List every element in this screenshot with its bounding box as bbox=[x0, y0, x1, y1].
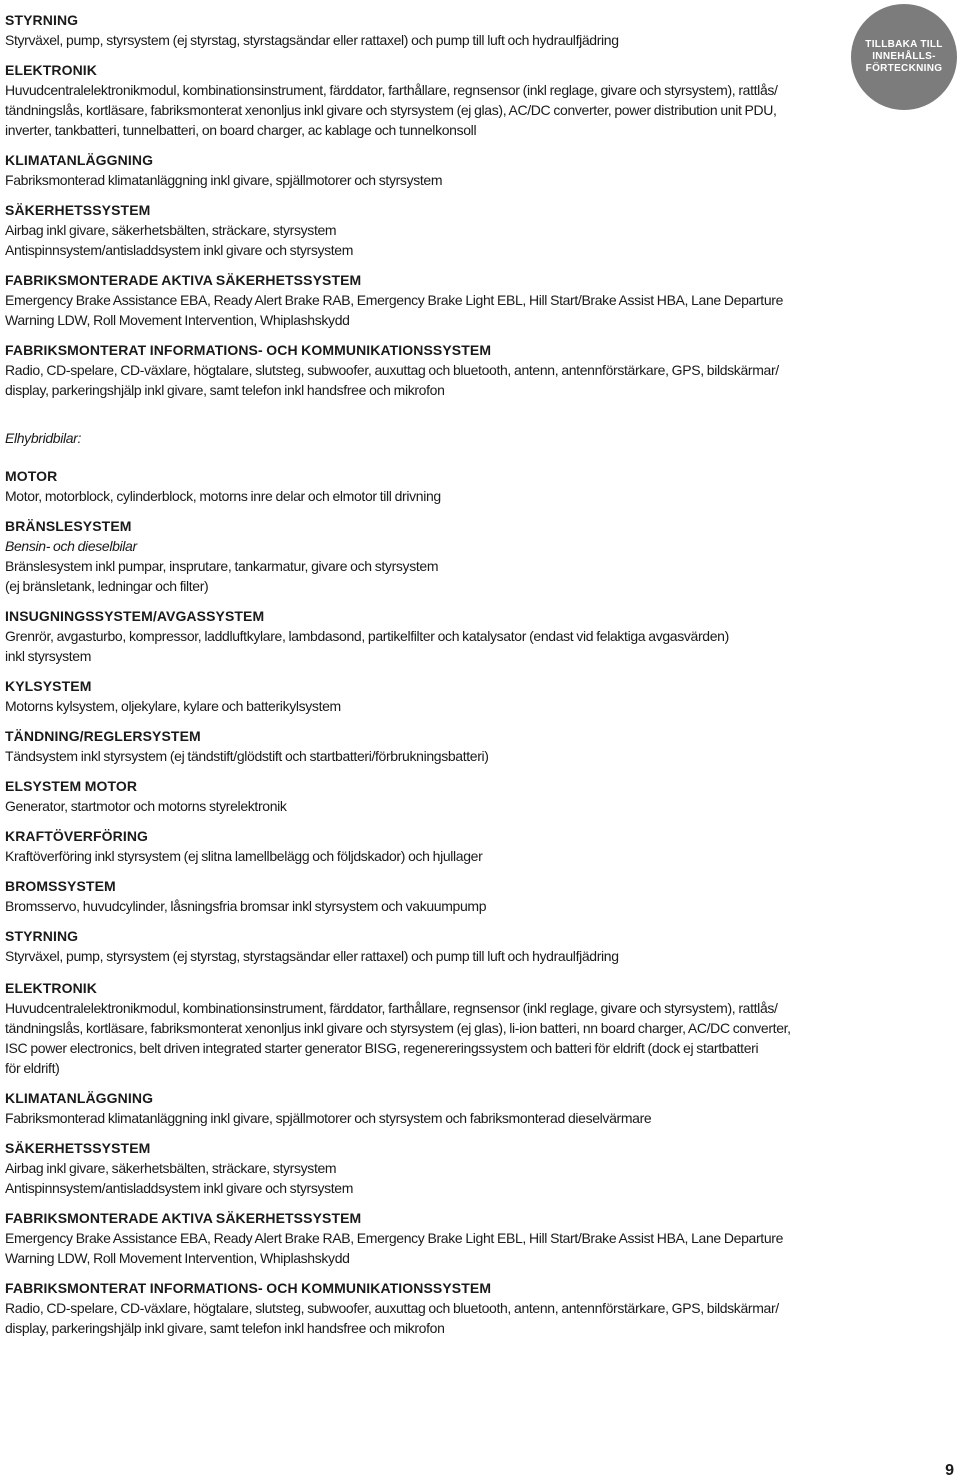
section-kraftoverforing bbox=[5, 826, 805, 866]
section-styrning bbox=[5, 10, 805, 50]
section-text: Airbag inkl givare, säkerhetsbälten, sträckare, styrsystem bbox=[5, 1160, 337, 1176]
back-to-contents-line1: TILLBAKA TILL bbox=[865, 39, 943, 50]
section-sakerhetssystem-2 bbox=[5, 1138, 805, 1198]
section-heading: FABRIKSMONTERADE AKTIVA SÄKERHETSSYSTEM bbox=[5, 272, 362, 288]
section-informationssystem bbox=[5, 340, 805, 400]
section-heading: FABRIKSMONTERADE AKTIVA SÄKERHETSSYSTEM bbox=[5, 1210, 362, 1226]
section-text: Radio, CD-spelare, CD-växlare, högtalare, slutsteg, subwoofer, auxuttag och bluetooth, antenn, antennförstärkare, GPS, bildskärmar/ bbox=[5, 1300, 779, 1316]
section-text: Emergency Brake Assistance EBA, Ready Alert Brake RAB, Emergency Brake Light EBL, Hill Start/Brake Assist HBA, Lane Departure bbox=[5, 292, 784, 308]
section-text: display, parkeringshjälp inkl givare, samt telefon inkl handsfree och mikrofon bbox=[5, 1320, 445, 1336]
page-number: 9 bbox=[945, 1462, 954, 1479]
section-heading: BROMSSYSTEM bbox=[5, 878, 116, 894]
section-text: display, parkeringshjälp inkl givare, samt telefon inkl handsfree och mikrofon bbox=[5, 382, 445, 398]
section-heading: INSUGNINGSSYSTEM/AVGASSYSTEM bbox=[5, 608, 265, 624]
section-text: inkl styrsystem bbox=[5, 648, 92, 664]
section-text: Bromsservo, huvudcylinder, låsningsfria bromsar inkl styrsystem och vakuumpump bbox=[5, 898, 487, 914]
section-text: Tändsystem inkl styrsystem (ej tändstift/glödstift och startbatteri/förbrukningsbatteri) bbox=[5, 748, 489, 764]
section-text: (ej bränsletank, ledningar och filter) bbox=[5, 578, 209, 594]
section-text: Emergency Brake Assistance EBA, Ready Alert Brake RAB, Emergency Brake Light EBL, Hill Start/Brake Assist HBA, Lane Departure bbox=[5, 1230, 784, 1246]
section-klimatanlaggning bbox=[5, 150, 805, 190]
section-heading: STYRNING bbox=[5, 928, 79, 944]
section-text: Fabriksmonterad klimatanläggning inkl givare, spjällmotorer och styrsystem bbox=[5, 172, 443, 188]
section-text: Radio, CD-spelare, CD-växlare, högtalare, slutsteg, subwoofer, auxuttag och bluetooth, antenn, antennförstärkare, GPS, bildskärmar/ bbox=[5, 362, 779, 378]
section-tandning bbox=[5, 726, 805, 766]
section-bromssystem bbox=[5, 876, 805, 916]
section-heading: FABRIKSMONTERAT INFORMATIONS- OCH KOMMUNIKATIONSSYSTEM bbox=[5, 1280, 492, 1296]
section-elsystem-motor bbox=[5, 776, 805, 816]
subtitle-elhybridbilar: Elhybridbilar: bbox=[5, 430, 82, 446]
section-klimatanlaggning-2 bbox=[5, 1088, 805, 1128]
section-text: Warning LDW, Roll Movement Intervention, Whiplashskydd bbox=[5, 1250, 350, 1266]
section-kylsystem bbox=[5, 676, 805, 716]
section-text: ISC power electronics, belt driven integrated starter generator BISG, regenereringssystem och batteri för eldrift (dock ej startbatteri bbox=[5, 1040, 759, 1056]
section-heading: KLIMATANLÄGGNING bbox=[5, 1090, 154, 1106]
section-text: Bränslesystem inkl pumpar, insprutare, tankarmatur, givare och styrsystem bbox=[5, 558, 439, 574]
section-text: för eldrift) bbox=[5, 1060, 60, 1076]
section-text: Styrväxel, pump, styrsystem (ej styrstag, styrstagsändar eller rattaxel) och pump till luft och hydraulfjädring bbox=[5, 948, 619, 964]
section-informationssystem-2 bbox=[5, 1278, 805, 1338]
section-text: Styrväxel, pump, styrsystem (ej styrstag, styrstagsändar eller rattaxel) och pump till luft och hydraulfjädring bbox=[5, 32, 619, 48]
section-subtext: Bensin- och dieselbilar bbox=[5, 538, 137, 554]
section-text: tändningslås, kortläsare, fabriksmonterat xenonljus inkl givare och styrsystem (ej glas), AC/DC converter, power distribution unit PDU, bbox=[5, 102, 777, 118]
section-heading: KRAFTÖVERFÖRING bbox=[5, 828, 149, 844]
section-elektronik bbox=[5, 60, 805, 140]
section-text: Huvudcentralelektronikmodul, kombinationsinstrument, färddator, farthållare, regnsensor (inkl reglage, givare och styrsystem), rattlås/ bbox=[5, 82, 778, 98]
section-text: Kraftöverföring inkl styrsystem (ej slitna lamellbelägg och följdskador) och hjullager bbox=[5, 848, 483, 864]
section-motor bbox=[5, 466, 805, 506]
section-text: Generator, startmotor och motorns styrelektronik bbox=[5, 798, 287, 814]
section-heading: BRÄNSLESYSTEM bbox=[5, 518, 132, 534]
document-body bbox=[5, 10, 805, 1338]
section-insugningssystem bbox=[5, 606, 805, 666]
back-to-contents-line2: INNEHÅLLS- bbox=[872, 51, 936, 62]
section-heading: MOTOR bbox=[5, 468, 58, 484]
section-heading: ELEKTRONIK bbox=[5, 62, 97, 78]
section-branslesystem bbox=[5, 516, 805, 596]
section-heading: KYLSYSTEM bbox=[5, 678, 92, 694]
section-heading: SÄKERHETSSYSTEM bbox=[5, 202, 151, 218]
section-styrning-2 bbox=[5, 926, 805, 966]
section-text: Airbag inkl givare, säkerhetsbälten, sträckare, styrsystem bbox=[5, 222, 337, 238]
section-heading: ELSYSTEM MOTOR bbox=[5, 778, 138, 794]
section-heading: TÄNDNING/REGLERSYSTEM bbox=[5, 728, 201, 744]
section-text: Antispinnsystem/antisladdsystem inkl givare och styrsystem bbox=[5, 242, 354, 258]
back-to-contents-line3: FÖRTECKNING bbox=[865, 63, 943, 74]
section-text: Motor, motorblock, cylinderblock, motorns inre delar och elmotor till drivning bbox=[5, 488, 441, 504]
section-heading: KLIMATANLÄGGNING bbox=[5, 152, 154, 168]
section-text: Fabriksmonterad klimatanläggning inkl givare, spjällmotorer och styrsystem och fabriksmonterad dieselvärmare bbox=[5, 1110, 652, 1126]
section-heading: ELEKTRONIK bbox=[5, 980, 97, 996]
section-text: Grenrör, avgasturbo, kompressor, laddluftkylare, lambdasond, partikelfilter och katalysator (endast vid felaktiga avgasvärden) bbox=[5, 628, 729, 644]
section-sakerhetssystem bbox=[5, 200, 805, 260]
back-to-contents-button[interactable] bbox=[851, 4, 957, 110]
section-text: tändningslås, kortläsare, fabriksmonterat xenonljus inkl givare och styrsystem (ej glas), li-ion batteri, nn board charger, AC/DC converter, bbox=[5, 1020, 791, 1036]
section-text: Warning LDW, Roll Movement Intervention, Whiplashskydd bbox=[5, 312, 350, 328]
section-aktiva-sakerhetssystem bbox=[5, 270, 805, 330]
section-text: inverter, tankbatteri, tunnelbatteri, on board charger, ac kablage och tunnelkonsoll bbox=[5, 122, 477, 138]
section-text: Antispinnsystem/antisladdsystem inkl givare och styrsystem bbox=[5, 1180, 354, 1196]
section-heading: SÄKERHETSSYSTEM bbox=[5, 1140, 151, 1156]
section-text: Huvudcentralelektronikmodul, kombinationsinstrument, färddator, farthållare, regnsensor (inkl reglage, givare och styrsystem), rattlås/ bbox=[5, 1000, 778, 1016]
section-elektronik-2 bbox=[5, 978, 805, 1078]
section-aktiva-sakerhetssystem-2 bbox=[5, 1208, 805, 1268]
section-heading: FABRIKSMONTERAT INFORMATIONS- OCH KOMMUNIKATIONSSYSTEM bbox=[5, 342, 492, 358]
section-text: Motorns kylsystem, oljekylare, kylare och batterikylsystem bbox=[5, 698, 341, 714]
section-heading: STYRNING bbox=[5, 12, 79, 28]
